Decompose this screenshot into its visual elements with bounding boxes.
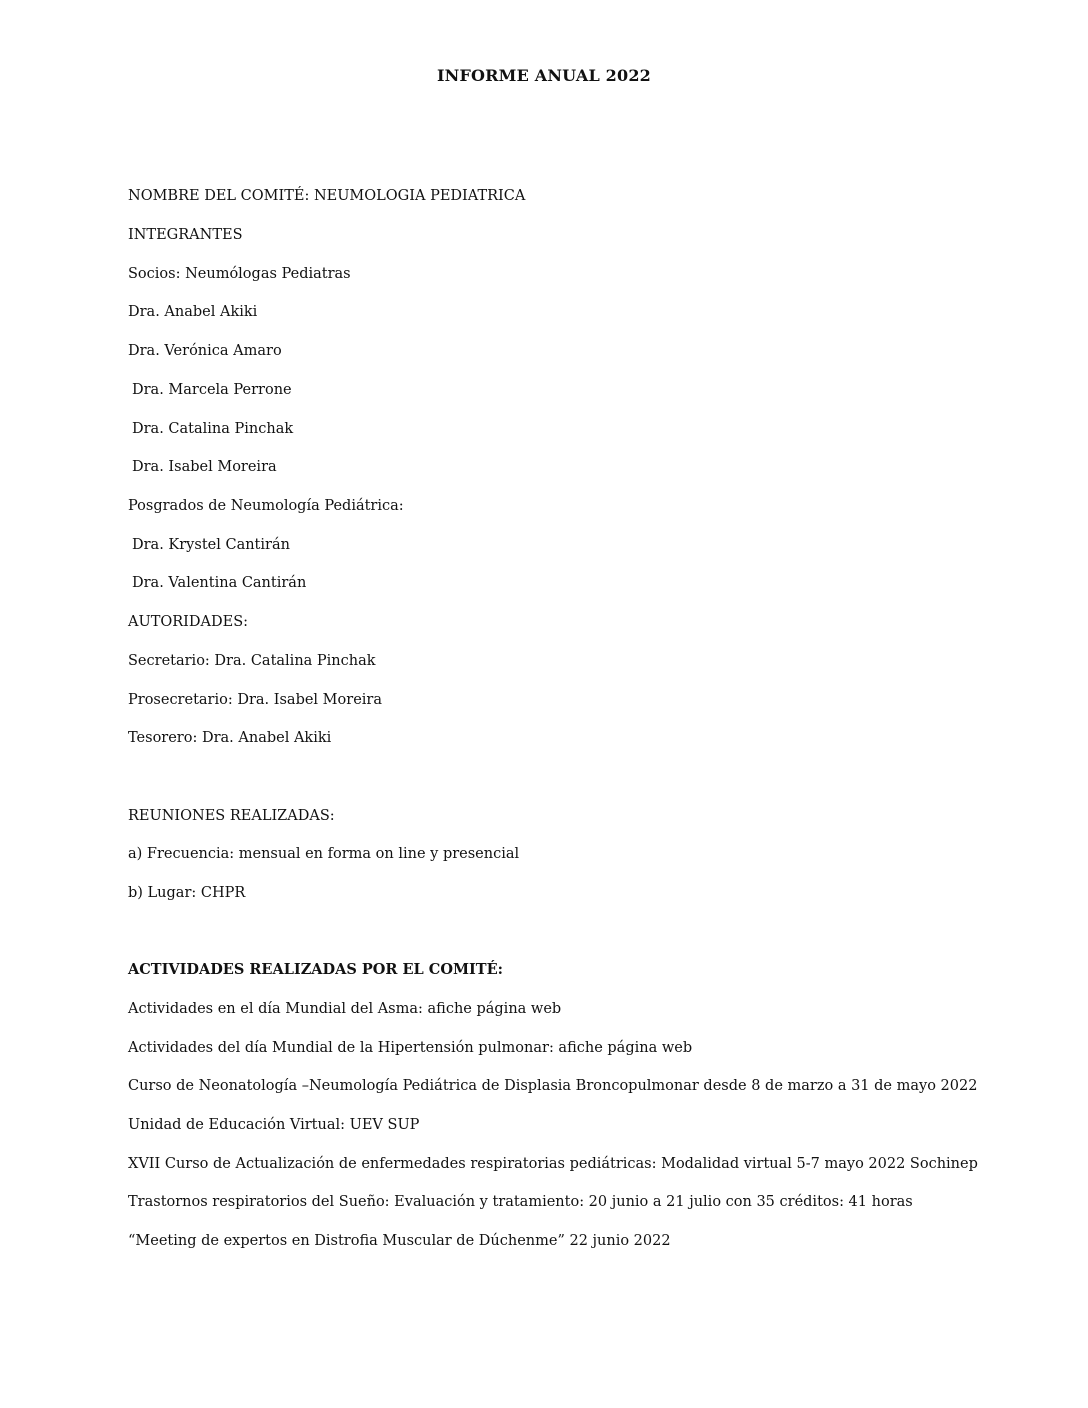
activities-heading: ACTIVIDADES REALIZADAS POR EL COMITÉ:	[128, 961, 504, 978]
meetings-heading: REUNIONES REALIZADAS:	[128, 808, 335, 824]
committee-name: NOMBRE DEL COMITÉ: NEUMOLOGIA PEDIATRICA	[128, 188, 526, 204]
partner-item: Dra. Isabel Moreira	[132, 459, 277, 475]
activity-item: Actividades del día Mundial de la Hipertensión pulmonar: afiche página web	[128, 1040, 693, 1056]
members-heading: INTEGRANTES	[128, 227, 243, 243]
authority-item: Prosecretario: Dra. Isabel Moreira	[128, 692, 382, 708]
activity-item: “Meeting de expertos en Distrofia Muscular de Dúchenme” 22 junio 2022	[128, 1233, 671, 1249]
activity-item: Actividades en el día Mundial del Asma: afiche página web	[128, 1001, 562, 1017]
partner-item: Dra. Anabel Akiki	[128, 304, 258, 320]
authorities-heading: AUTORIDADES:	[128, 614, 249, 630]
partner-item: Dra. Verónica Amaro	[128, 343, 282, 359]
partner-item: Dra. Catalina Pinchak	[132, 421, 294, 437]
postgrad-item: Dra. Valentina Cantirán	[132, 575, 307, 591]
authority-item: Secretario: Dra. Catalina Pinchak	[128, 653, 376, 669]
activity-item: Unidad de Educación Virtual: UEV SUP	[128, 1117, 420, 1133]
postgrad-heading: Posgrados de Neumología Pediátrica:	[128, 498, 404, 514]
meeting-item: b) Lugar: CHPR	[128, 885, 246, 901]
activity-item: Curso de Neonatología –Neumología Pediátrica de Displasia Broncopulmonar desde 8 de marzo a 31 de mayo 2022	[128, 1078, 978, 1094]
postgrad-item: Dra. Krystel Cantirán	[132, 537, 290, 553]
authority-item: Tesorero: Dra. Anabel Akiki	[128, 730, 332, 746]
partners-heading: Socios: Neumólogas Pediatras	[128, 266, 351, 282]
activity-item: XVII Curso de Actualización de enfermedades respiratorias pediátricas: Modalidad virtual 5-7 mayo 2022 Sochinep	[128, 1156, 978, 1172]
document-title: INFORME ANUAL 2022	[436, 66, 652, 85]
meeting-item: a) Frecuencia: mensual en forma on line y presencial	[128, 846, 520, 862]
activity-item: Trastornos respiratorios del Sueño: Evaluación y tratamiento: 20 junio a 21 julio con 35 créditos: 41 horas	[128, 1194, 913, 1210]
partner-item: Dra. Marcela Perrone	[132, 382, 292, 398]
